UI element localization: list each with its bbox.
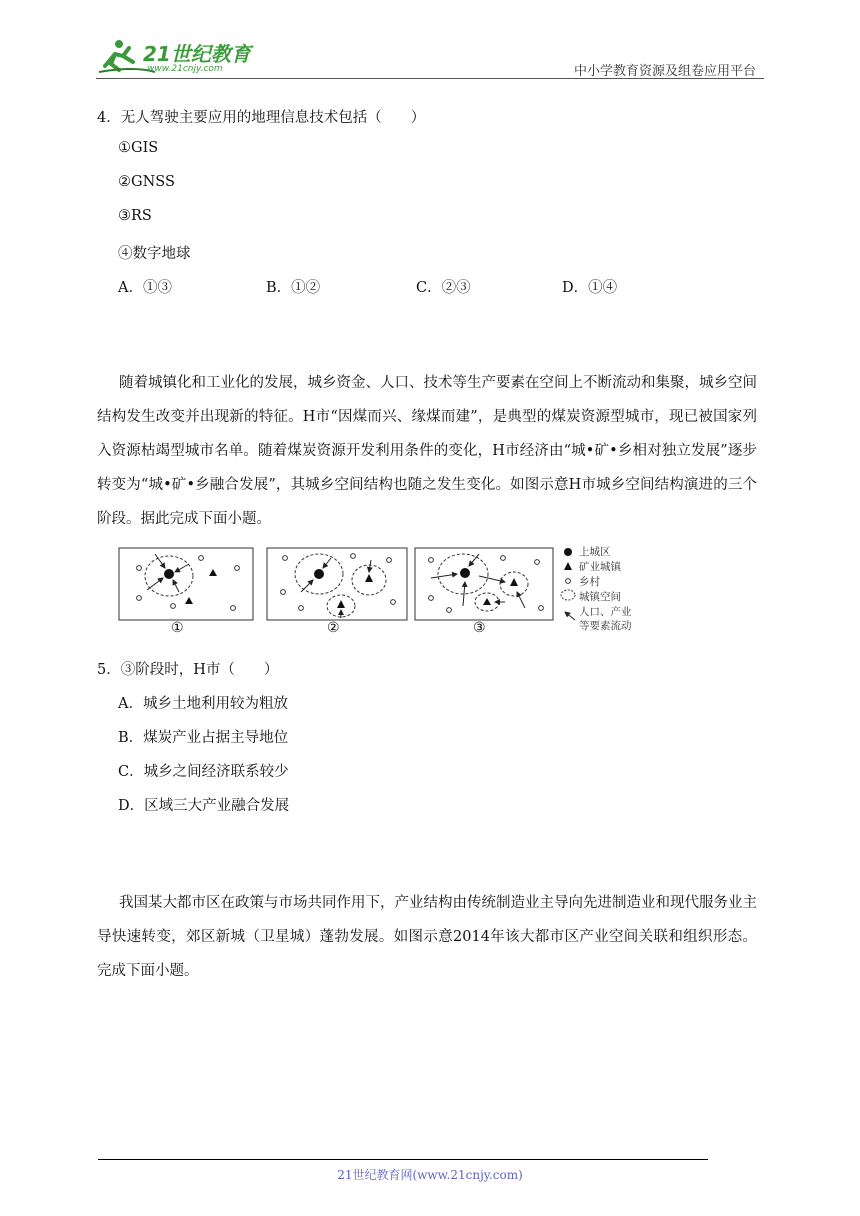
- q4-item-1: ①GIS: [118, 140, 159, 156]
- legend-city-icon: [564, 548, 572, 556]
- q4-item-3: ③RS: [118, 208, 152, 224]
- q5-option-d[interactable]: D．区域三大产业融合发展: [118, 798, 290, 814]
- q4-option-a[interactable]: A．①③: [118, 280, 172, 296]
- legend-label-village: 乡村: [579, 576, 600, 588]
- legend-label-flow-1: 人口、产业: [579, 606, 632, 618]
- q4-option-b[interactable]: B．①②: [266, 280, 321, 296]
- stage-3-panel: [415, 548, 553, 620]
- stage-diagram: [117, 546, 642, 638]
- legend-town-space-icon: [561, 590, 575, 600]
- q5-option-c[interactable]: C．城乡之间经济联系较少: [118, 764, 289, 780]
- stage-2-panel: [267, 548, 407, 620]
- legend-label-mining-town: 矿业城镇: [579, 561, 621, 573]
- stage-1-panel: [119, 548, 253, 620]
- passage-1: 随着城镇化和工业化的发展，城乡资金、人口、技术等生产要素在空间上不断流动和集聚，城乡空间结构发生改变并出现新的特征。H市“因煤而兴、缘煤而建”，是典型的煤炭资源型城市，现已被国家列入资源枯竭型城市名单。随着煤炭资源开发利用条件的变化，H市经济由“城•矿•乡相对独立发展”逐步转变为“城•矿•乡融合发展”，其城乡空间结构也随之发生变化。如图示意H市城乡空间结构演进的三个阶段。据此完成下面小题。: [97, 375, 757, 527]
- stage-label-2: ②: [327, 620, 340, 636]
- stage-label-3: ③: [473, 620, 486, 636]
- legend-label-flow-2: 等要素流动: [579, 620, 632, 632]
- legend-mining-town-icon: [564, 562, 572, 570]
- q5-stem: 5．③阶段时，H市（ ）: [97, 662, 279, 678]
- q4-stem: 4．无人驾驶主要应用的地理信息技术包括（ ）: [97, 110, 426, 126]
- header-divider: [96, 78, 764, 79]
- q4-option-d[interactable]: D．①④: [562, 280, 618, 296]
- logo-text: 21世纪教育: [143, 42, 251, 66]
- legend-village-icon: [566, 579, 571, 584]
- header-slogan: 中小学教育资源及组卷应用平台: [573, 64, 756, 79]
- q4-item-2: ②GNSS: [118, 174, 175, 190]
- q4-option-c[interactable]: C．②③: [416, 280, 471, 296]
- legend-flow-arrow-icon: [565, 612, 575, 620]
- figure-legend: [561, 548, 575, 620]
- q5-option-b[interactable]: B．煤炭产业占据主导地位: [118, 730, 289, 746]
- footer-link[interactable]: 21世纪教育网(www.21cnjy.com): [337, 1168, 523, 1182]
- footer-divider: [98, 1159, 708, 1160]
- q5-option-a[interactable]: A．城乡土地利用较为粗放: [118, 696, 288, 712]
- legend-label-city: 上城区: [579, 546, 611, 558]
- legend-label-town-space: 城镇空间: [579, 591, 621, 603]
- urban-rural-stage-figure: [117, 546, 642, 638]
- passage-2: 我国某大都市区在政策与市场共同作用下，产业结构由传统制造业主导向先进制造业和现代服务业主导快速转变，郊区新城（卫星城）蓬勃发展。如图示意2014年该大都市区产业空间关联和组织形态。完成下面小题。: [97, 895, 757, 979]
- site-logo: [95, 36, 255, 78]
- q4-item-4: ④数字地球: [118, 246, 191, 262]
- logo-url: www.21cnjy.com: [147, 64, 223, 74]
- stage-label-1: ①: [171, 620, 184, 636]
